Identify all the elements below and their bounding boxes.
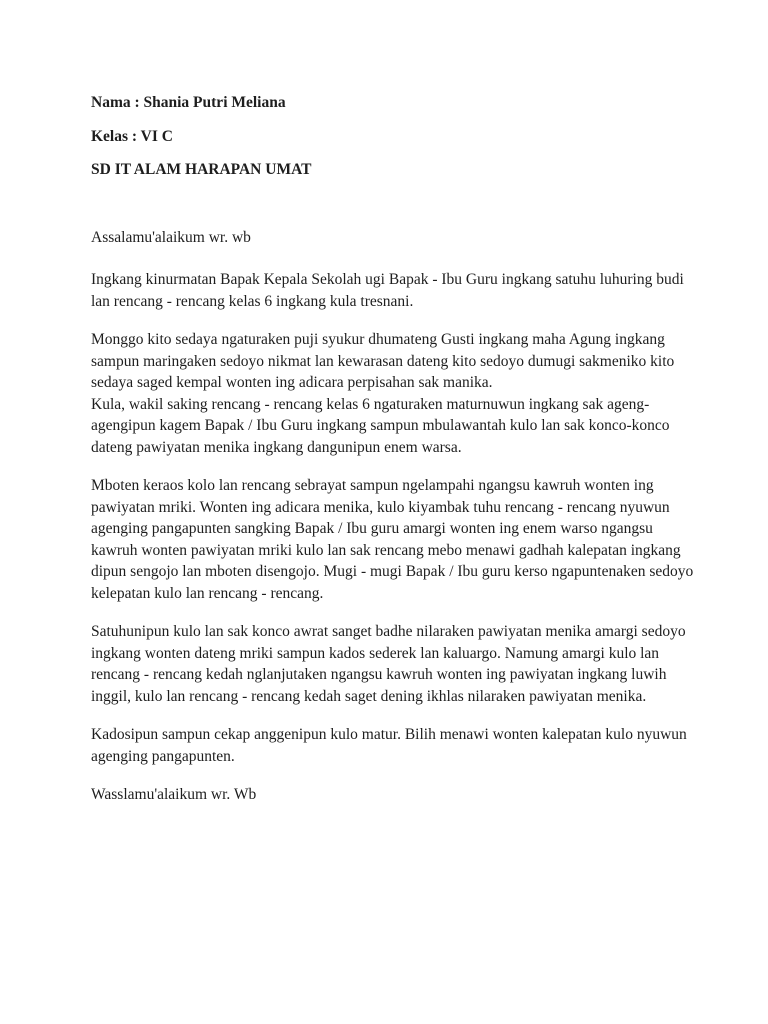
paragraph-gratitude xyxy=(91,329,688,458)
text-line: Satuhunipun kulo lan sak konco awrat sanget badhe nilaraken pawiyatan menika amargi sedoyo xyxy=(91,623,686,640)
text-line: pawiyatan mriki. Wonten ing adicara menika, kulo kiyambak tuhu rencang - rencang nyuwun xyxy=(91,498,670,516)
text-line: inggil, kulo lan rencang - rencang kedah saget dening ikhlas nilaraken pawiyatan menika. xyxy=(91,687,647,705)
text-line: ingkang wonten dateng mriki sampun kados sederek lan kaluargo. Namung amargi kulo lan xyxy=(91,644,660,662)
paragraph-conclusion xyxy=(91,724,688,767)
paragraph-farewell xyxy=(91,621,688,707)
opening-salutation: Assalamu'alaikum wr. wb xyxy=(91,228,251,246)
class-line: Kelas : VI C xyxy=(91,127,173,145)
text-line: kawruh wonten pawiyatan mriki kulo lan sak rencang mebo menawi gadhah kalepatan ingkang xyxy=(91,541,681,559)
text-line: Kula, wakil saking rencang - rencang kelas 6 ngaturaken maturnuwun ingkang sak ageng- xyxy=(91,395,650,413)
text-line: sampun maringaken sedoyo nikmat lan kewarasan dateng kito sedoyo dumugi sakmeniko kito xyxy=(91,352,675,370)
school-name-line: SD IT ALAM HARAPAN UMAT xyxy=(91,161,312,178)
text-line: kelepatan kulo lan rencang - rencang. xyxy=(91,584,324,602)
closing-salutation: Wasslamu'alaikum wr. Wb xyxy=(91,786,257,803)
paragraph-respect xyxy=(91,269,688,312)
text-line: dateng pawiyatan menika ingkang dangunipun enem warsa. xyxy=(91,438,462,456)
text-line: lan rencang - rencang kelas 6 ingkang kula tresnani. xyxy=(91,292,414,310)
text-line: Mboten keraos kolo lan rencang sebrayat sampun ngelampahi ngangsu kawruh wonten ing xyxy=(91,477,654,494)
text-line: Ingkang kinurmatan Bapak Kepala Sekolah ugi Bapak - Ibu Guru ingkang satuhu luhuring budi xyxy=(91,271,684,288)
text-line: agenging pangapunten sangking Bapak / Ibu guru amargi wonten ing enem warso ngangsu xyxy=(91,520,653,537)
text-line: Kadosipun sampun cekap anggenipun kulo matur. Bilih menawi wonten kalepatan kulo nyuwun xyxy=(91,726,687,743)
text-line: rencang - rencang kedah nglanjutaken ngangsu kawruh wonten ing pawiyatan ingkang luwih xyxy=(91,666,667,683)
text-line: Monggo kito sedaya ngaturaken puji syukur dhumateng Gusti ingkang maha Agung ingkang xyxy=(91,331,665,348)
text-line: agenging pangapunten. xyxy=(91,747,235,765)
text-line: sedaya saged kempal wonten ing adicara perpisahan sak manika. xyxy=(91,374,493,391)
text-line: dipun sengojo lan mboten disengojo. Mugi - mugi Bapak / Ibu guru kerso ngapuntenaken sedoyo xyxy=(91,563,694,580)
text-line: agengipun kagem Bapak / Ibu Guru ingkang sampun mbulawantah kulo lan sak konco-konco xyxy=(91,417,670,434)
paragraph-apology xyxy=(91,475,694,604)
student-name-line: Nama : Shania Putri Meliana xyxy=(91,94,286,111)
